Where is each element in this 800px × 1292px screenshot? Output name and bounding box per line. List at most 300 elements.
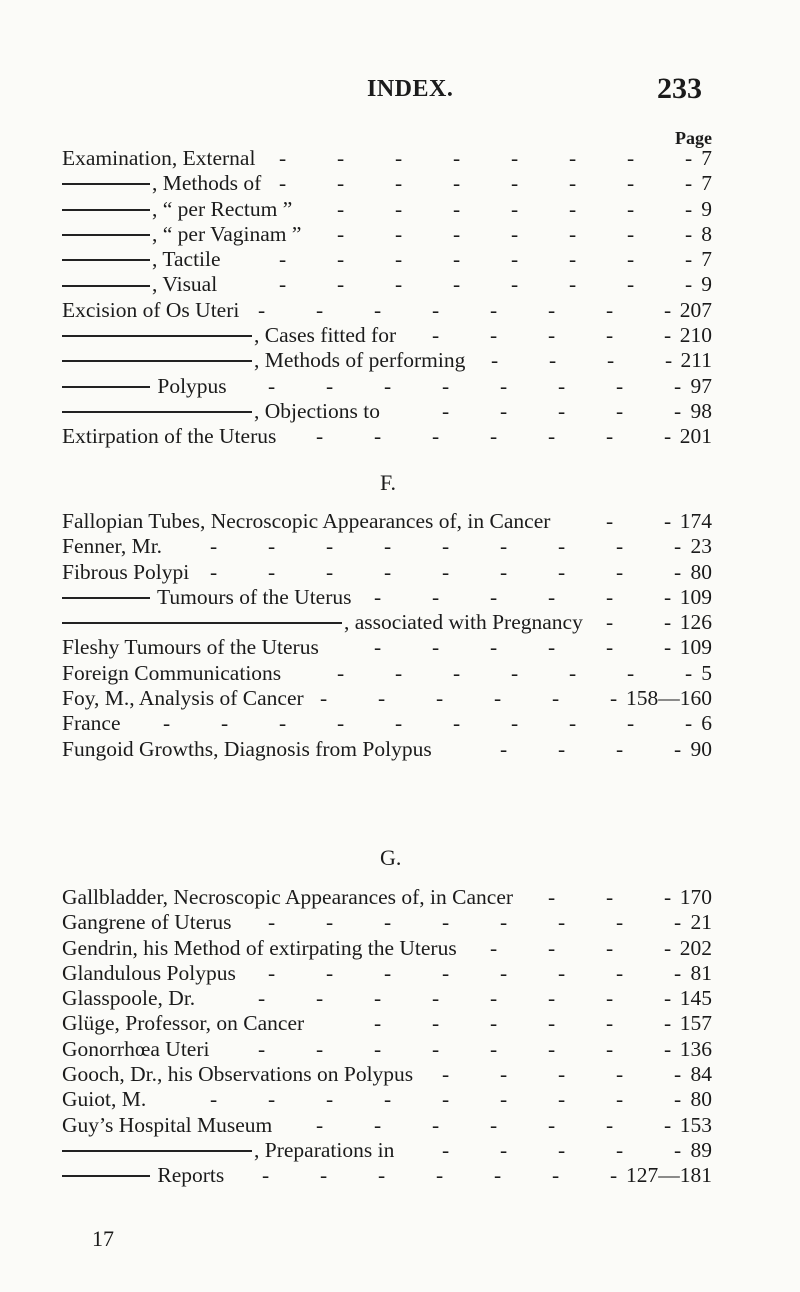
leader-dash: -	[674, 736, 682, 761]
index-entry	[62, 534, 712, 559]
leader-dash: -	[664, 885, 672, 909]
entry-page: 98	[690, 398, 712, 423]
page-number: 233	[657, 72, 702, 105]
ditto-rule	[62, 335, 252, 337]
entry-text: Excision of Os Uteri	[62, 297, 240, 322]
ditto-rule	[62, 386, 150, 388]
entry-label	[62, 323, 396, 348]
index-entry	[62, 146, 712, 171]
entry-text: , Preparations in	[254, 1137, 395, 1162]
leader-dash: -	[674, 910, 682, 935]
leader-dash: -	[664, 1011, 672, 1036]
leader-dash: -	[610, 1163, 618, 1188]
index-entry	[62, 737, 712, 762]
leader-dash: -	[558, 1087, 566, 1112]
entry-text: , associated with Pregnancy	[344, 610, 583, 635]
leader-dash: -	[511, 146, 519, 170]
entry-text: , Objections to	[254, 398, 380, 423]
entry-page: 23	[690, 534, 712, 559]
leader-dash: -	[664, 297, 672, 322]
leader-dash: -	[511, 221, 519, 246]
leader-dash: -	[665, 348, 673, 373]
entry-text: France	[62, 711, 121, 736]
entry-text: Gooch, Dr., his Observations on Polypus	[62, 1062, 414, 1087]
entry-label	[62, 146, 255, 171]
leader-dash: -	[453, 146, 461, 170]
entry-page: 5	[701, 660, 712, 685]
leader-dash: -	[685, 146, 693, 170]
entry-page: 90	[690, 736, 712, 761]
leader-dash: -	[664, 424, 672, 449]
leader-dash: -	[674, 960, 682, 985]
leader-dash: -	[627, 146, 635, 170]
entry-text: , Methods of performing	[254, 348, 466, 373]
leader-dash: -	[453, 171, 461, 196]
leader-dash: -	[395, 247, 403, 272]
entry-label	[62, 986, 195, 1011]
leader-dash: -	[490, 297, 498, 322]
leader-dash: -	[374, 1011, 382, 1036]
ditto-rule	[62, 183, 150, 185]
leader-dash: -	[548, 935, 556, 960]
leader-dash: -	[674, 559, 682, 584]
leader-dash: -	[627, 272, 635, 297]
leader-dash: -	[337, 272, 345, 297]
leader-dash: -	[490, 323, 498, 348]
leader-dash: -	[685, 711, 693, 736]
leader-dash: -	[500, 559, 508, 584]
leader-dash: -	[337, 196, 345, 221]
leader-dash: -	[384, 910, 392, 935]
entry-page: 109	[679, 584, 712, 609]
leader-dash: -	[258, 297, 266, 322]
leader-dash: -	[685, 221, 693, 246]
leader-dash: -	[627, 196, 635, 221]
leader-dash: -	[337, 146, 345, 170]
leader-dash: -	[685, 247, 693, 272]
leader-dash: -	[500, 1137, 508, 1162]
leader-dash: -	[279, 146, 287, 170]
leader-dash: -	[511, 711, 519, 736]
leader-dash: -	[442, 534, 450, 559]
entry-page: 145	[679, 986, 712, 1011]
entry-label	[62, 1113, 272, 1138]
entry-label	[62, 272, 217, 297]
entry-text: Glüge, Professor, on Cancer	[62, 1011, 305, 1036]
leader-dash: -	[610, 686, 618, 711]
leader-dash: -	[384, 960, 392, 985]
leader-dash: -	[500, 910, 508, 935]
leader-dash: -	[316, 1036, 324, 1061]
leader-dash: -	[569, 272, 577, 297]
leader-dash: -	[569, 660, 577, 685]
ditto-rule	[62, 1175, 150, 1177]
leader-dash: -	[569, 146, 577, 170]
leader-dash: -	[674, 1137, 682, 1162]
leader-dash: -	[316, 297, 324, 322]
leader-dash: -	[378, 686, 386, 711]
entry-page: 21	[690, 910, 712, 935]
entry-label	[62, 936, 457, 961]
entry-label	[62, 171, 261, 196]
leader-dash: -	[616, 534, 624, 559]
entry-page: 170	[679, 885, 712, 909]
entry-page: 109	[679, 635, 712, 660]
leader-dash: -	[268, 534, 276, 559]
leader-dash: -	[616, 1137, 624, 1162]
leader-dash: -	[500, 398, 508, 423]
leader-dash: -	[279, 272, 287, 297]
index-section-g	[62, 885, 712, 1189]
ditto-rule	[62, 622, 342, 624]
leader-dash: -	[395, 660, 403, 685]
leader-dash: -	[374, 986, 382, 1011]
leader-dash: -	[337, 660, 345, 685]
index-entry	[62, 936, 712, 961]
leader-dash: -	[607, 348, 615, 373]
leader-dash: -	[606, 885, 614, 909]
entry-text: , “ per Vaginam ”	[152, 221, 302, 246]
leader-dash: -	[558, 736, 566, 761]
leader-dash: -	[432, 323, 440, 348]
leader-dash: -	[210, 1087, 218, 1112]
leader-dash: -	[490, 635, 498, 660]
leader-dash: -	[374, 297, 382, 322]
leader-dash: -	[552, 1163, 560, 1188]
leader-dash: -	[627, 221, 635, 246]
leader-dash: -	[664, 935, 672, 960]
leader-dash: -	[500, 736, 508, 761]
entry-page: 7	[701, 247, 712, 272]
entry-text: Extirpation of the Uterus	[62, 424, 277, 449]
leader-dash: -	[627, 660, 635, 685]
leader-dash: -	[326, 1087, 334, 1112]
leader-dash: -	[442, 373, 450, 398]
leader-dash: -	[674, 534, 682, 559]
entry-page: 174	[679, 509, 712, 533]
index-entry	[62, 197, 712, 222]
leader-dash: -	[436, 686, 444, 711]
entry-label	[62, 635, 319, 660]
leader-dash: -	[511, 272, 519, 297]
leader-dash: -	[258, 986, 266, 1011]
entry-page: 6	[701, 711, 712, 736]
leader-dash: -	[558, 1137, 566, 1162]
entry-label	[62, 560, 189, 585]
leader-dash: -	[500, 1087, 508, 1112]
leader-dash: -	[432, 1036, 440, 1061]
entry-label	[62, 961, 236, 986]
leader-dash: -	[374, 1036, 382, 1061]
leader-dash: -	[326, 373, 334, 398]
leader-dash: -	[558, 960, 566, 985]
ditto-rule	[62, 285, 150, 287]
entry-label	[62, 1163, 224, 1188]
leader-dash: -	[432, 986, 440, 1011]
leader-dash: -	[374, 635, 382, 660]
leader-dash: -	[569, 247, 577, 272]
ditto-rule	[62, 411, 252, 413]
leader-dash: -	[490, 1011, 498, 1036]
index-entry	[62, 986, 712, 1011]
index-entry	[62, 399, 712, 424]
leader-dash: -	[558, 910, 566, 935]
leader-dash: -	[268, 559, 276, 584]
leader-dash: -	[558, 373, 566, 398]
entry-label	[62, 910, 232, 935]
leader-dash: -	[606, 986, 614, 1011]
leader-dash: -	[674, 398, 682, 423]
leader-dash: -	[490, 584, 498, 609]
ditto-rule	[62, 1150, 252, 1152]
entry-page: 7	[701, 146, 712, 170]
entry-page: 201	[679, 424, 712, 449]
leader-dash: -	[453, 272, 461, 297]
leader-dash: -	[395, 272, 403, 297]
leader-dash: -	[616, 910, 624, 935]
leader-dash: -	[664, 323, 672, 348]
index-entry	[62, 424, 712, 449]
leader-dash: -	[490, 935, 498, 960]
entry-label	[62, 374, 227, 399]
entry-page: 207	[679, 297, 712, 322]
leader-dash: -	[627, 711, 635, 736]
leader-dash: -	[627, 171, 635, 196]
entry-text: Fungoid Growths, Diagnosis from Polypus	[62, 736, 432, 761]
leader-dash: -	[500, 1062, 508, 1087]
leader-dash: -	[262, 1163, 270, 1188]
entry-page: 136	[679, 1036, 712, 1061]
entry-text: Gangrene of Uterus	[62, 910, 232, 935]
leader-dash: -	[606, 935, 614, 960]
entry-text: , Cases fitted for	[254, 323, 397, 348]
leader-dash: -	[395, 221, 403, 246]
entry-label	[62, 1011, 304, 1036]
leader-dash: -	[548, 1036, 556, 1061]
entry-page: 127—181	[626, 1163, 712, 1188]
leader-dash: -	[664, 635, 672, 660]
entry-label	[62, 1037, 209, 1062]
entry-text: , “ per Rectum ”	[152, 196, 293, 221]
leader-dash: -	[558, 1062, 566, 1087]
entry-text: Foreign Communications	[62, 660, 282, 685]
section-letter-g: G.	[380, 845, 402, 870]
leader-dash: -	[511, 660, 519, 685]
entry-text: Gallbladder, Necroscopic Appearances of, in Cancer	[62, 885, 514, 909]
leader-dash: -	[558, 559, 566, 584]
entry-label	[62, 610, 583, 635]
index-entry	[62, 686, 712, 711]
entry-label	[62, 222, 301, 247]
leader-dash: -	[569, 196, 577, 221]
leader-dash: -	[279, 171, 287, 196]
entry-label	[62, 509, 550, 534]
leader-dash: -	[494, 1163, 502, 1188]
leader-dash: -	[685, 171, 693, 196]
entry-page: 81	[690, 960, 712, 985]
index-entry	[62, 1011, 712, 1036]
leader-dash: -	[616, 1087, 624, 1112]
leader-dash: -	[494, 686, 502, 711]
entry-text: Guy’s Hospital Museum	[62, 1112, 273, 1137]
leader-dash: -	[442, 1087, 450, 1112]
leader-dash: -	[548, 986, 556, 1011]
ditto-rule	[62, 209, 150, 211]
leader-dash: -	[664, 509, 672, 533]
leader-dash: -	[453, 247, 461, 272]
leader-dash: -	[374, 1112, 382, 1137]
entry-label	[62, 686, 304, 711]
leader-dash: -	[442, 1062, 450, 1087]
leader-dash: -	[558, 534, 566, 559]
entry-label	[62, 737, 432, 762]
leader-dash: -	[569, 711, 577, 736]
leader-dash: -	[606, 584, 614, 609]
leader-dash: -	[569, 221, 577, 246]
leader-dash: -	[664, 1112, 672, 1137]
entry-label	[62, 298, 239, 323]
leader-dash: -	[326, 534, 334, 559]
entry-label	[62, 197, 292, 222]
leader-dash: -	[500, 960, 508, 985]
leader-dash: -	[432, 584, 440, 609]
entry-label	[62, 711, 121, 736]
index-entry	[62, 272, 712, 297]
leader-dash: -	[326, 910, 334, 935]
index-entry	[62, 1113, 712, 1138]
leader-dash: -	[548, 323, 556, 348]
entry-text: Fenner, Mr.	[62, 534, 163, 559]
leader-dash: -	[606, 509, 614, 533]
leader-dash: -	[163, 711, 171, 736]
leader-dash: -	[616, 398, 624, 423]
leader-dash: -	[279, 711, 287, 736]
entry-page: 9	[701, 196, 712, 221]
leader-dash: -	[685, 196, 693, 221]
index-entry	[62, 1163, 712, 1188]
index-entry	[62, 585, 712, 610]
leader-dash: -	[453, 221, 461, 246]
entry-page: 7	[701, 171, 712, 196]
leader-dash: -	[442, 559, 450, 584]
index-entry	[62, 961, 712, 986]
leader-dash: -	[337, 247, 345, 272]
leader-dash: -	[384, 1087, 392, 1112]
leader-dash: -	[500, 373, 508, 398]
leader-dash: -	[674, 373, 682, 398]
entry-label	[62, 534, 162, 559]
leader-dash: -	[442, 910, 450, 935]
index-entry	[62, 635, 712, 660]
leader-dash: -	[606, 323, 614, 348]
entry-label	[62, 399, 380, 424]
leader-dash: -	[268, 373, 276, 398]
leader-dash: -	[548, 1112, 556, 1137]
leader-dash: -	[384, 559, 392, 584]
leader-dash: -	[432, 1011, 440, 1036]
leader-dash: -	[549, 348, 557, 373]
leader-dash: -	[548, 885, 556, 909]
leader-dash: -	[337, 171, 345, 196]
entry-label	[62, 247, 221, 272]
leader-dash: -	[685, 272, 693, 297]
leader-dash: -	[548, 635, 556, 660]
leader-dash: -	[320, 1163, 328, 1188]
page-title: INDEX.	[367, 76, 454, 102]
leader-dash: -	[664, 584, 672, 609]
index-entry	[62, 222, 712, 247]
leader-dash: -	[326, 960, 334, 985]
entry-page: 80	[690, 559, 712, 584]
index-entry	[62, 610, 712, 635]
entry-page: 97	[690, 373, 712, 398]
leader-dash: -	[395, 146, 403, 170]
entry-text: , Tactile	[152, 247, 221, 272]
entry-text: , Visual	[152, 272, 218, 297]
leader-dash: -	[453, 196, 461, 221]
leader-dash: -	[268, 1087, 276, 1112]
entry-page: 153	[679, 1112, 712, 1137]
leader-dash: -	[685, 660, 693, 685]
ditto-rule	[62, 597, 150, 599]
leader-dash: -	[664, 986, 672, 1011]
leader-dash: -	[221, 711, 229, 736]
entry-page: 157	[679, 1011, 712, 1036]
leader-dash: -	[442, 1137, 450, 1162]
entry-text: Fleshy Tumours of the Uterus	[62, 635, 319, 660]
index-entry	[62, 171, 712, 196]
leader-dash: -	[374, 584, 382, 609]
leader-dash: -	[442, 960, 450, 985]
entry-label	[62, 1062, 413, 1087]
leader-dash: -	[664, 1036, 672, 1061]
entry-label	[62, 661, 281, 686]
index-entry	[62, 1138, 712, 1163]
leader-dash: -	[674, 1062, 682, 1087]
entry-page: 9	[701, 272, 712, 297]
leader-dash: -	[320, 686, 328, 711]
ditto-rule	[62, 234, 150, 236]
leader-dash: -	[558, 398, 566, 423]
index-section-e	[62, 146, 712, 450]
index-entry	[62, 910, 712, 935]
leader-dash: -	[616, 373, 624, 398]
leader-dash: -	[674, 1087, 682, 1112]
leader-dash: -	[337, 711, 345, 736]
leader-dash: -	[316, 424, 324, 449]
entry-page: 126	[679, 610, 712, 635]
leader-dash: -	[616, 1062, 624, 1087]
leader-dash: -	[436, 1163, 444, 1188]
leader-dash: -	[432, 424, 440, 449]
index-entry	[62, 298, 712, 323]
leader-dash: -	[490, 1112, 498, 1137]
leader-dash: -	[548, 584, 556, 609]
leader-dash: -	[337, 221, 345, 246]
leader-dash: -	[395, 711, 403, 736]
leader-dash: -	[627, 247, 635, 272]
leader-dash: -	[374, 424, 382, 449]
entry-page: 211	[680, 348, 712, 373]
leader-dash: -	[606, 1036, 614, 1061]
leader-dash: -	[258, 1036, 266, 1061]
entry-page: 202	[679, 935, 712, 960]
leader-dash: -	[395, 171, 403, 196]
leader-dash: -	[548, 297, 556, 322]
leader-dash: -	[453, 660, 461, 685]
leader-dash: -	[432, 635, 440, 660]
entry-text: Polypus	[152, 373, 227, 398]
